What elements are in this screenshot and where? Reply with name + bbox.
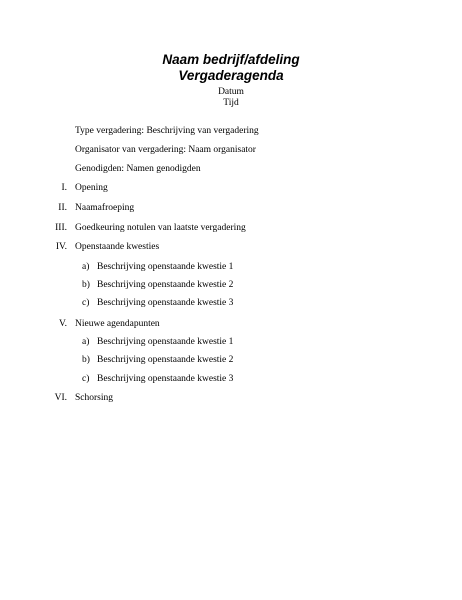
sub-item-letter: b) bbox=[82, 355, 90, 365]
meeting-type: Type vergadering: Beschrijving van vergadering bbox=[75, 126, 259, 136]
meeting-time: Tijd bbox=[223, 98, 239, 108]
item-number: VI. bbox=[54, 393, 67, 403]
sub-item-letter: c) bbox=[82, 374, 90, 384]
item-number: II. bbox=[58, 203, 67, 213]
item-text: Opening bbox=[75, 183, 108, 193]
sub-item-text: Beschrijving openstaande kwestie 1 bbox=[97, 337, 234, 347]
meeting-invitees: Genodigden: Namen genodigden bbox=[75, 164, 201, 174]
agenda-title: Vergaderagenda bbox=[178, 68, 284, 83]
item-text: Openstaande kwesties bbox=[75, 242, 160, 252]
sub-item-letter: c) bbox=[82, 298, 90, 308]
item-number: III. bbox=[55, 223, 67, 233]
item-number: IV. bbox=[55, 242, 67, 252]
sub-item-text: Beschrijving openstaande kwestie 3 bbox=[97, 298, 234, 308]
sub-item-text: Beschrijving openstaande kwestie 1 bbox=[97, 262, 234, 272]
item-text: Schorsing bbox=[75, 393, 113, 403]
sub-item-text: Beschrijving openstaande kwestie 3 bbox=[97, 374, 234, 384]
sub-item-text: Beschrijving openstaande kwestie 2 bbox=[97, 355, 234, 365]
sub-item-letter: b) bbox=[82, 280, 90, 290]
item-text: Goedkeuring notulen van laatste vergadering bbox=[75, 223, 246, 233]
item-number: I. bbox=[61, 183, 67, 193]
meeting-date: Datum bbox=[218, 87, 244, 97]
sub-item-letter: a) bbox=[82, 262, 90, 272]
company-name: Naam bedrijf/afdeling bbox=[162, 52, 300, 67]
sub-item-text: Beschrijving openstaande kwestie 2 bbox=[97, 280, 234, 290]
item-text: Nieuwe agendapunten bbox=[75, 319, 160, 329]
item-text: Naamafroeping bbox=[75, 203, 135, 213]
item-number: V. bbox=[58, 319, 67, 329]
meeting-organizer: Organisator van vergadering: Naam organisator bbox=[75, 145, 256, 155]
sub-item-letter: a) bbox=[82, 337, 90, 347]
